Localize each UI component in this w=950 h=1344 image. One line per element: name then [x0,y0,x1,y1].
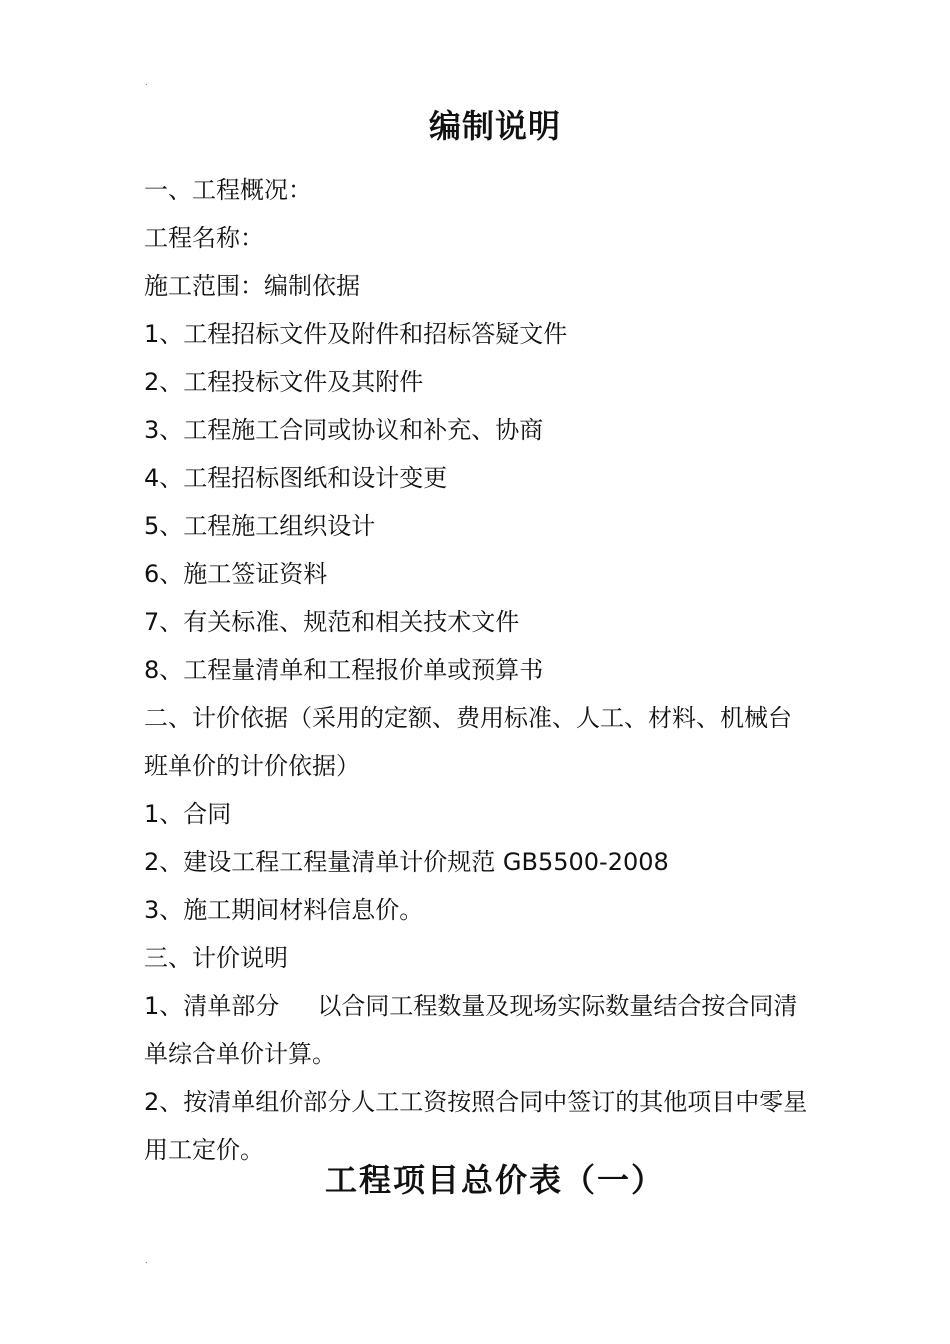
document-body [144,166,814,1174]
basis-item-6: 6、施工签证资料 [144,560,328,588]
pricing-basis-item-1: 1、合同 [144,800,232,828]
bottom-page-mark: . [145,1256,148,1265]
section-heading-pricing-notes: 三、计价说明 [144,944,288,972]
project-name-line: 工程名称： [144,224,264,252]
scope-basis-line: 施工范围：编制依据 [144,272,360,300]
table-title: 工程项目总价表（一） [324,1161,665,1199]
pricing-basis-item-3: 3、施工期间材料信息价。 [144,896,424,924]
basis-item-4: 4、工程招标图纸和设计变更 [144,464,448,492]
page-title: 编制说明 [428,107,561,145]
basis-item-3: 3、工程施工合同或协议和补充、协商 [144,416,544,444]
basis-item-5: 5、工程施工组织设计 [144,512,376,540]
basis-item-2: 2、工程投标文件及其附件 [144,368,424,396]
section-heading-pricing-basis: 二、计价依据（采用的定额、费用标准、人工、材料、机械台班单价的计价依据） [144,704,792,780]
pricing-basis-item-2: 2、建设工程工程量清单计价规范 GB5500-2008 [144,848,669,876]
pricing-note-item-1: 1、清单部分 以合同工程数量及现场实际数量结合按合同清单综合单价计算。 [144,992,798,1068]
top-page-mark: . [145,78,148,87]
basis-item-7: 7、有关标准、规范和相关技术文件 [144,608,520,636]
basis-item-8: 8、工程量清单和工程报价单或预算书 [144,656,544,684]
pricing-note-item-2: 2、按清单组价部分人工工资按照合同中签订的其他项目中零星用工定价。 [144,1088,808,1164]
section-heading-overview: 一、工程概况： [144,176,312,204]
basis-item-1: 1、工程招标文件及附件和招标答疑文件 [144,320,568,348]
